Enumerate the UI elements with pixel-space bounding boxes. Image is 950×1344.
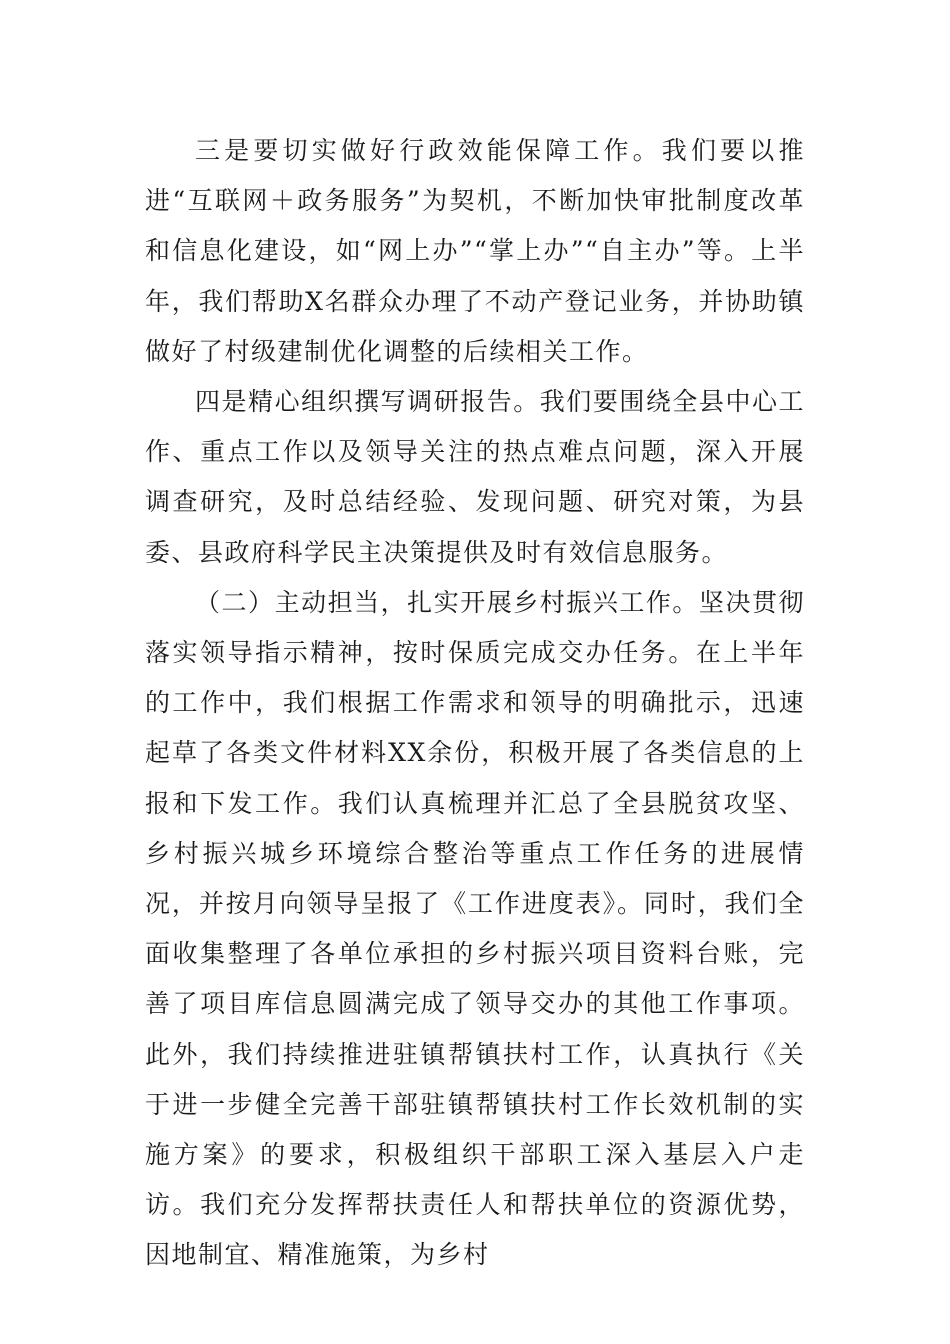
paragraph-rural-revitalization: （二）主动担当，扎实开展乡村振兴工作。坚决贯彻落实领导指示精神，按时保质完成交办任务。在上半年的工作中，我们根据工作需求和领导的明确批示，迅速起草了各类文件材料XX余份，积极开展了各类信息的上报和下发工作。我们认真梳理并汇总了全县脱贫攻坚、乡村振兴城乡环境综合整治等重点工作任务的进展情况，并按月向领导呈报了《工作进度表》。同时，我们全面收集整理了各单位承担的乡村振兴项目资料台账，完善了项目库信息圆满完成了领导交办的其他工作事项。此外，我们持续推进驻镇帮镇扶村工作，认真执行《关于进一步健全完善干部驻镇帮镇扶村工作长效机制的实施方案》的要求，积极组织干部职工深入基层入户走访。我们充分发挥帮扶责任人和帮扶单位的资源优势，因地制宜、精准施策，为乡村 bbox=[145, 587, 805, 1270]
paragraph-research-reports: 四是精心组织撰写调研报告。我们要围绕全县中心工作、重点工作以及领导关注的热点难点问题，深入开展调查研究，及时总结经验、发现问题、研究对策，为县委、县政府科学民主决策提供及时有效信息服务。 bbox=[145, 387, 805, 567]
document-body bbox=[145, 126, 805, 1281]
paragraph-administrative-efficiency: 三是要切实做好行政效能保障工作。我们要以推进“互联网＋政务服务”为契机，不断加快审批制度改革和信息化建设，如“网上办”“掌上办”“自主办”等。上半年，我们帮助X名群众办理了不动产登记业务，并协助镇做好了村级建制优化调整的后续相关工作。 bbox=[145, 136, 805, 366]
